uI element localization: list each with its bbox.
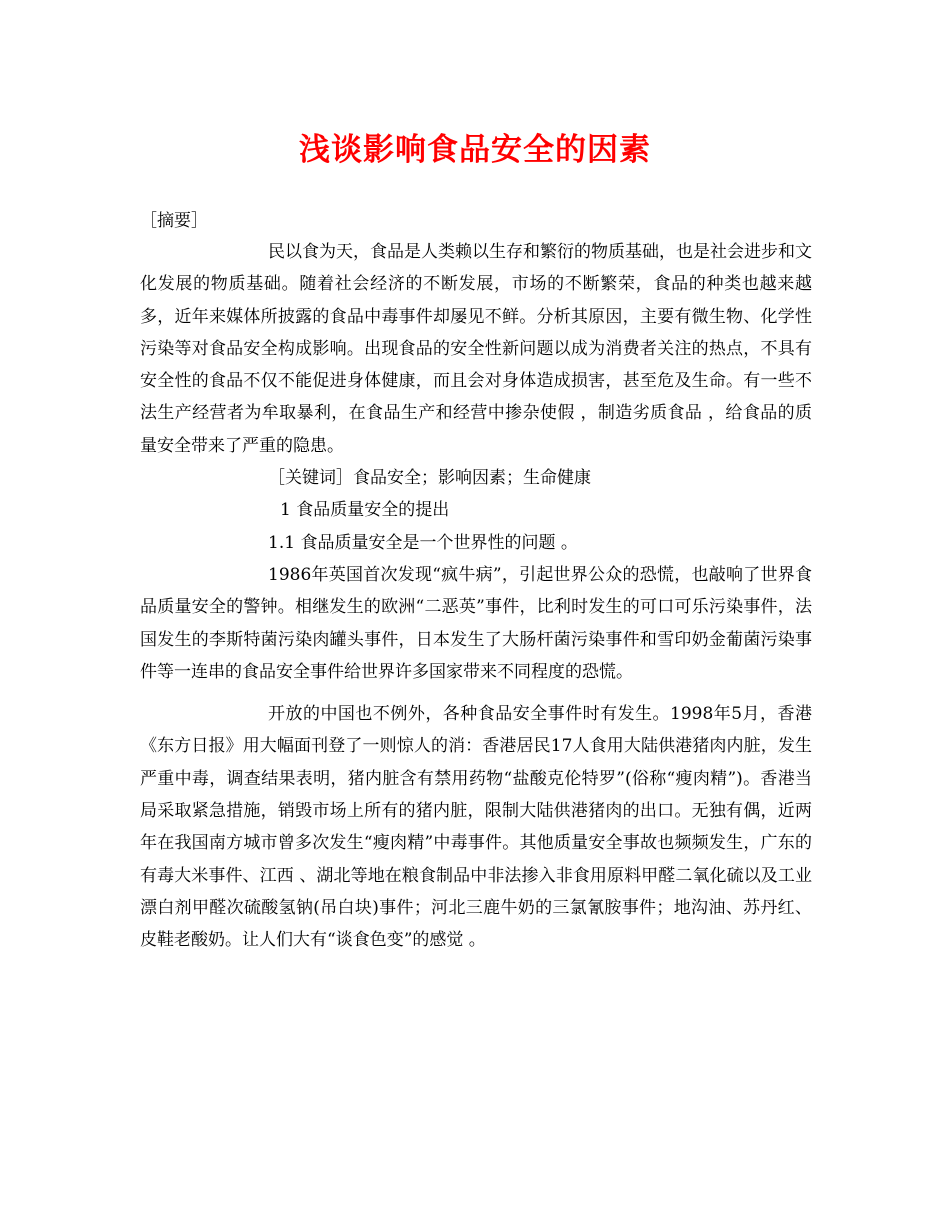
abstract-paragraph: 民以食为天，食品是人类赖以生存和繁衍的物质基础，也是社会进步和文化发展的物质基础。随着社会经济的不断发展，市场的不断繁荣，食品的种类也越来越多，近年来媒体所披露的食品中毒事件却屡见不鲜。分析其原因，主要有微生物、化学性污染等对食品安全构成影响。出现食品的安全性新问题以成为消费者关注的热点，不具有安全性的食品不仅不能促进身体健康，而且会对身体造成损害，甚至危及生命。有一些不法生产经营者为牟取暴利，在食品生产和经营中掺杂使假 ，制造劣质食品 ，给食品的质量安全带来了严重的隐患。 [140,242,812,456]
abstract-label: ［摘要］ [140,211,208,231]
document-body [140,236,812,957]
document-title: 浅谈影响食品安全的因素 [299,132,651,168]
keywords-line: ［关键词］食品安全；影响因素；生命健康 [268,468,591,489]
body-paragraph-2: 开放的中国也不例外，各种食品安全事件时有发生。1998年5月，香港《东方日报》用大幅面刊登了一则惊人的消：香港居民17人食用大陆供港猪肉内脏，发生严重中毒，调查结果表明，猪内脏含有禁用药物“盐酸克伦特罗”(俗称“瘦肉精”)。香港当局采取紧急措施，销毁市场上所有的猪内脏，限制大陆供港猪肉的出口。无独有偶，近两年在我国南方城市曾多次发生“瘦肉精”中毒事件。其他质量安全事故也频频发生，广东的有毒大米事件、江西 、湖北等地在粮食制品中非法掺入非食用原料甲醛二氧化硫以及工业漂白剂甲醛次硫酸氢钠(吊白块)事件；河北三鹿牛奶的三氯氰胺事件；地沟油、苏丹红、皮鞋老酸奶。让人们大有“谈食色变”的感觉 。 [140,704,812,951]
body-paragraph-1: 1986年英国首次发现“疯牛病”，引起世界公众的恐慌，也敲响了世界食品质量安全的警钟。相继发生的欧洲“二恶英”事件，比利时发生的可口可乐污染事件，法国发生的李斯特菌污染肉罐头事件，日本发生了大肠杆菌污染事件和雪印奶金葡菌污染事件等一连串的食品安全事件给世界许多国家带来不同程度的恐慌。 [140,564,812,682]
section-1-heading: 1 食品质量安全的提出 [280,500,450,521]
paragraph-gap [140,688,812,698]
section-1-1-heading: 1.1 食品质量安全是一个世界性的问题 。 [268,532,578,553]
